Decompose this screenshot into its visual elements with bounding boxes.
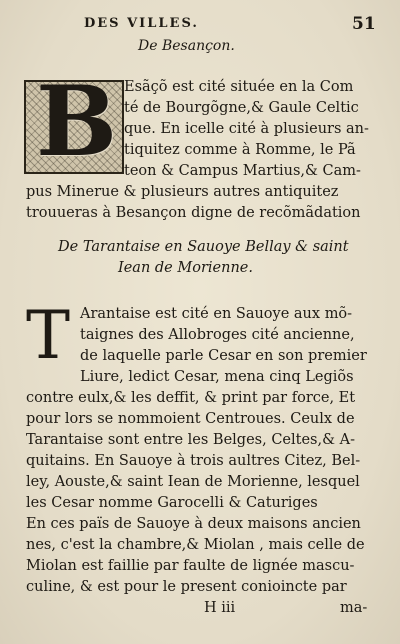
running-header: DES VILLES. <box>84 16 199 31</box>
page-number: 51 <box>352 14 376 34</box>
text-line: pus Minerue & plusieurs autres antiquitez <box>26 184 339 200</box>
text-line: té de Bourgõgne,& Gaule Celtic <box>124 100 359 116</box>
section-title-tarantaise: De Tarantaise en Sauoye Bellay & saint <box>58 239 349 255</box>
text-line: taignes des Allobroges cité ancienne, <box>80 327 355 343</box>
text-line: Arantaise est cité en Sauoye aux mõ- <box>80 306 353 322</box>
text-line: Liure, ledict Cesar, mena cinq Legiõs <box>80 369 354 385</box>
text-line: contre eulx,& les deffit, & print par force, Et <box>26 390 356 406</box>
text-line: de laquelle parle Cesar en son premier <box>80 348 367 364</box>
text-line: pour lors se nommoient Centroues. Ceulx de <box>26 411 355 427</box>
text-line: Esãçõ est cité située en la Com <box>124 79 354 95</box>
text-line: les Cesar nomme Garocelli & Caturiges <box>26 495 318 511</box>
initial-letter-b: B <box>36 65 118 178</box>
section-title-tarantaise-cont: Iean de Morienne. <box>118 260 253 276</box>
text-line: Miolan est faillie par faulte de lignée mascu- <box>26 558 355 574</box>
text-line: ley, Aouste,& saint Iean de Morienne, lesquel <box>26 474 360 490</box>
text-line: nes, c'est la chambre,& Miolan , mais celle de <box>26 537 365 553</box>
text-line: culine, & est pour le present conioincte par <box>26 579 347 595</box>
text-line: que. En icelle cité à plusieurs an- <box>124 121 369 137</box>
text-line: En ces païs de Sauoye à deux maisons ancien <box>26 516 361 532</box>
initial-letter-t: T <box>26 297 71 374</box>
text-line: trouueras à Besançon digne de recõmãdation <box>26 205 361 221</box>
catchword: ma- <box>340 600 368 616</box>
signature-mark: H iii <box>204 600 236 616</box>
text-line: tiquitez comme à Romme, le Pã <box>124 142 356 158</box>
section-title-besancon: De Besançon. <box>138 38 235 54</box>
text-line: Tarantaise sont entre les Belges, Celtes,& A- <box>26 432 355 448</box>
decorated-initial-b <box>24 65 124 178</box>
text-line: quitains. En Sauoye à trois aultres Citez, Bel- <box>26 453 361 469</box>
text-line: teon & Campus Martius,& Cam- <box>124 163 361 179</box>
